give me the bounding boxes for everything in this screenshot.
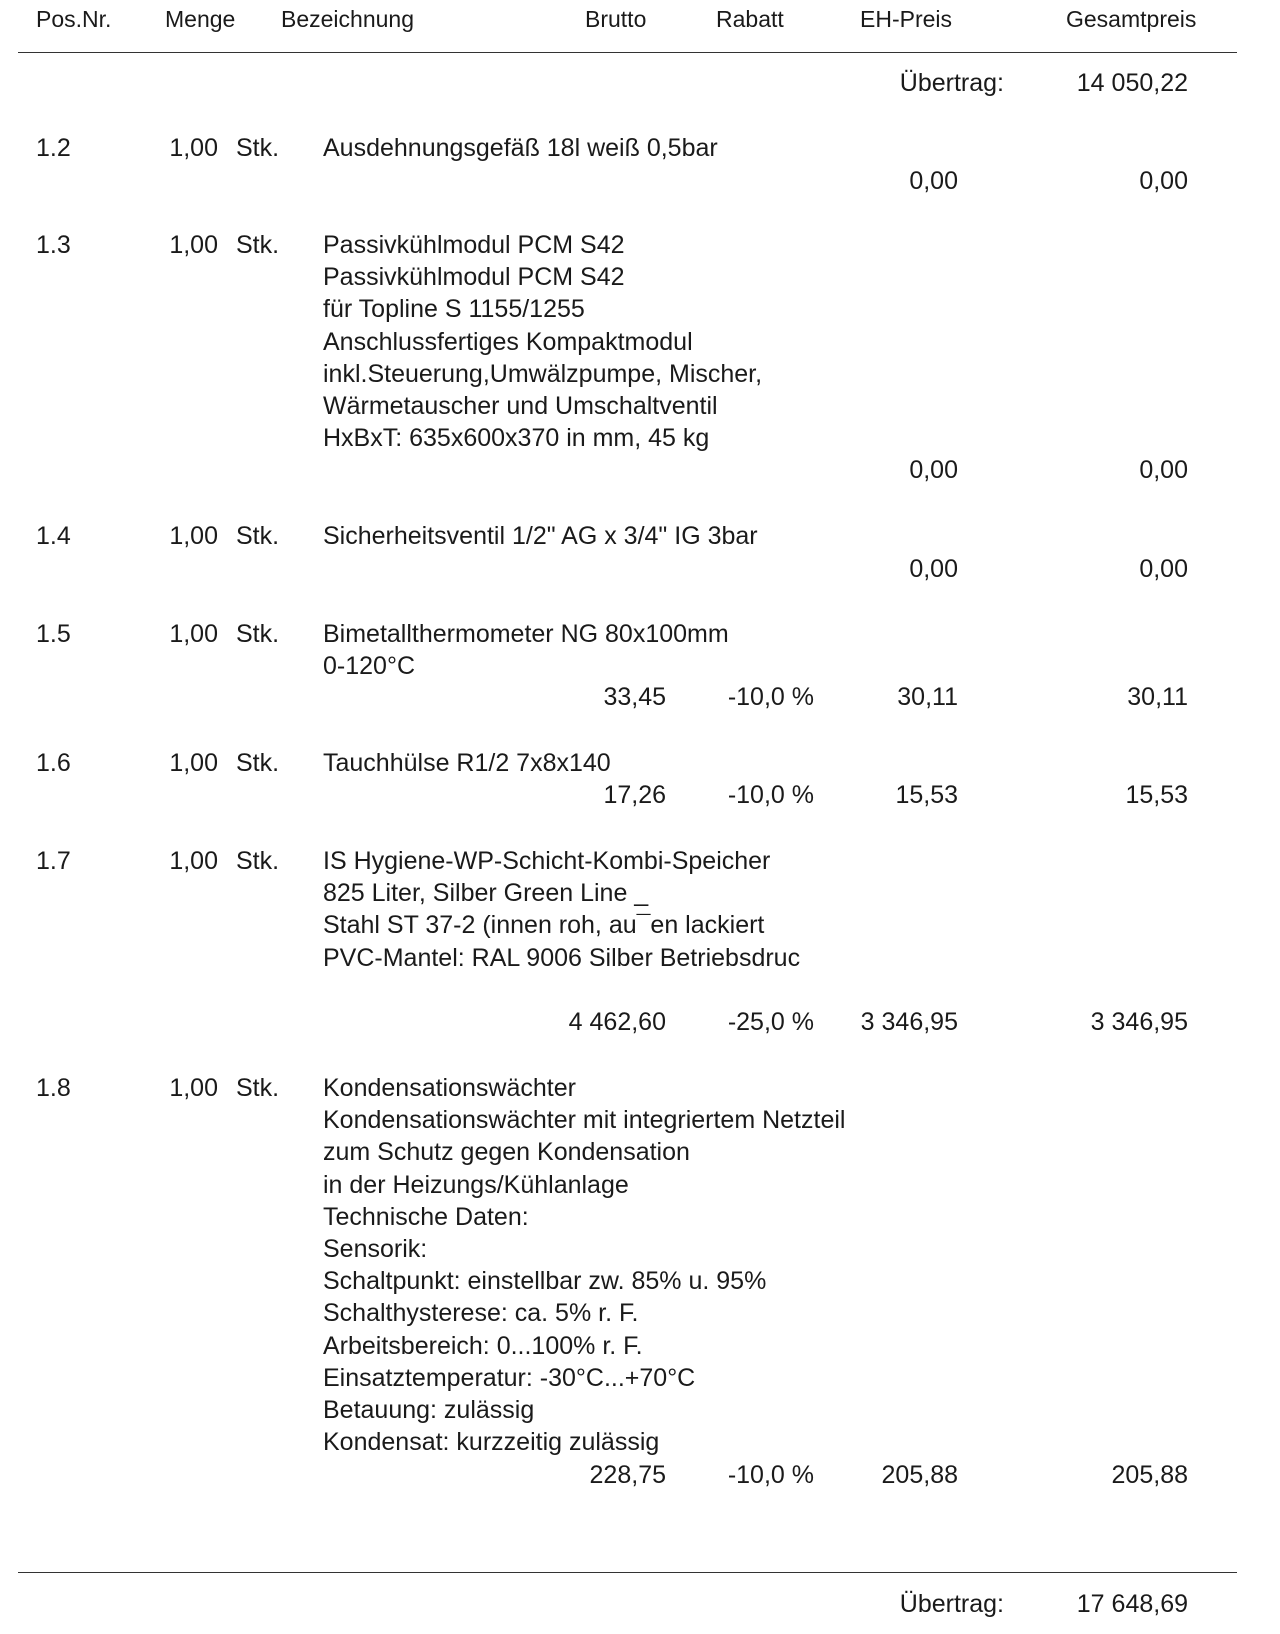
item-unit: Stk. <box>236 1074 280 1102</box>
item-unit: Stk. <box>236 231 280 259</box>
item-unit: Stk. <box>236 134 280 162</box>
item-description: Kondensationswächter Kondensationswächter mit integriertem Netzteil zum Schutz gegen Kondensation in der Heizungs/Kühlanlage Technische Daten: Sensorik: Schaltpunkt: einstellbar zw. 85% u. 95% Schalthysterese: ca. 5% r. F. Arbeitsbereich: 0...100% r. F. Einsatztemperatur: -30°C...+70°C Betauung: zulässig Kondensat: kurzzeitig zulässig <box>323 1074 846 1457</box>
item-qty: 1,00 <box>169 620 218 648</box>
item-eh-preis: 0,00 <box>909 167 958 195</box>
header-eh-preis: EH-Preis <box>860 6 953 32</box>
uebertrag-top-label: Übertrag: <box>899 69 1004 97</box>
item-gesamtpreis: 15,53 <box>1125 781 1188 809</box>
uebertrag-bottom-value: 17 648,69 <box>1076 1590 1188 1618</box>
item-brutto: 33,45 <box>603 683 666 711</box>
item-eh-preis: 0,00 <box>909 456 958 484</box>
item-brutto: 228,75 <box>589 1461 666 1489</box>
item-eh-preis: 205,88 <box>881 1461 958 1489</box>
item-rabatt: -10,0 % <box>727 781 814 809</box>
item-pos: 1.6 <box>36 749 71 777</box>
item-qty: 1,00 <box>169 231 218 259</box>
item-unit: Stk. <box>236 620 280 648</box>
item-description: Tauchhülse R1/2 7x8x140 <box>323 749 611 777</box>
header-brutto: Brutto <box>585 6 647 32</box>
item-qty: 1,00 <box>169 749 218 777</box>
item-gesamtpreis: 205,88 <box>1111 1461 1188 1489</box>
item-unit: Stk. <box>236 847 280 875</box>
header-gesamtpreis: Gesamtpreis <box>1066 6 1197 32</box>
header-menge: Menge <box>165 6 236 32</box>
item-gesamtpreis: 30,11 <box>1127 683 1188 711</box>
item-qty: 1,00 <box>169 134 218 162</box>
item-brutto: 4 462,60 <box>568 1008 666 1036</box>
item-eh-preis: 15,53 <box>895 781 958 809</box>
item-unit: Stk. <box>236 749 280 777</box>
item-eh-preis: 30,11 <box>897 683 958 711</box>
item-gesamtpreis: 0,00 <box>1139 456 1188 484</box>
item-gesamtpreis: 3 346,95 <box>1090 1008 1188 1036</box>
item-pos: 1.2 <box>36 134 71 162</box>
item-qty: 1,00 <box>169 1074 218 1102</box>
item-pos: 1.8 <box>36 1074 71 1102</box>
header-bezeichnung: Bezeichnung <box>281 6 414 32</box>
item-pos: 1.4 <box>36 522 71 550</box>
item-pos: 1.7 <box>36 847 71 875</box>
item-pos: 1.3 <box>36 231 71 259</box>
uebertrag-top-value: 14 050,22 <box>1076 69 1188 97</box>
item-qty: 1,00 <box>169 847 218 875</box>
item-description: Sicherheitsventil 1/2" AG x 3/4" IG 3bar <box>323 522 758 550</box>
uebertrag-bottom-label: Übertrag: <box>899 1590 1004 1618</box>
header-pos: Pos.Nr. <box>36 6 112 32</box>
item-rabatt: -10,0 % <box>727 1461 814 1489</box>
item-gesamtpreis: 0,00 <box>1139 167 1188 195</box>
footer-divider <box>18 1572 1237 1573</box>
item-brutto: 17,26 <box>603 781 666 809</box>
header-divider <box>18 52 1237 53</box>
header-rabatt: Rabatt <box>716 6 784 32</box>
item-description: Ausdehnungsgefäß 18l weiß 0,5bar <box>323 134 718 162</box>
item-rabatt: -10,0 % <box>727 683 814 711</box>
item-rabatt: -25,0 % <box>727 1008 814 1036</box>
item-description: Passivkühlmodul PCM S42 Passivkühlmodul PCM S42 für Topline S 1155/1255 Anschlussfertiges Kompaktmodul inkl.Steuerung,Umwälzpumpe, Mischer, Wärmetauscher und Umschaltventil HxBxT: 635x600x370 in mm, 45 kg <box>323 231 763 453</box>
item-unit: Stk. <box>236 522 280 550</box>
item-description: Bimetallthermometer NG 80x100mm 0-120°C <box>323 620 729 681</box>
item-description: IS Hygiene-WP-Schicht-Kombi-Speicher 825 Liter, Silber Green Line _ Stahl ST 37-2 (innen roh, au¯en lackiert PVC-Mantel: RAL 9006 Silber Betriebsdruc <box>323 847 801 972</box>
item-eh-preis: 3 346,95 <box>860 1008 958 1036</box>
item-qty: 1,00 <box>169 522 218 550</box>
item-pos: 1.5 <box>36 620 71 648</box>
item-gesamtpreis: 0,00 <box>1139 555 1188 583</box>
item-eh-preis: 0,00 <box>909 555 958 583</box>
